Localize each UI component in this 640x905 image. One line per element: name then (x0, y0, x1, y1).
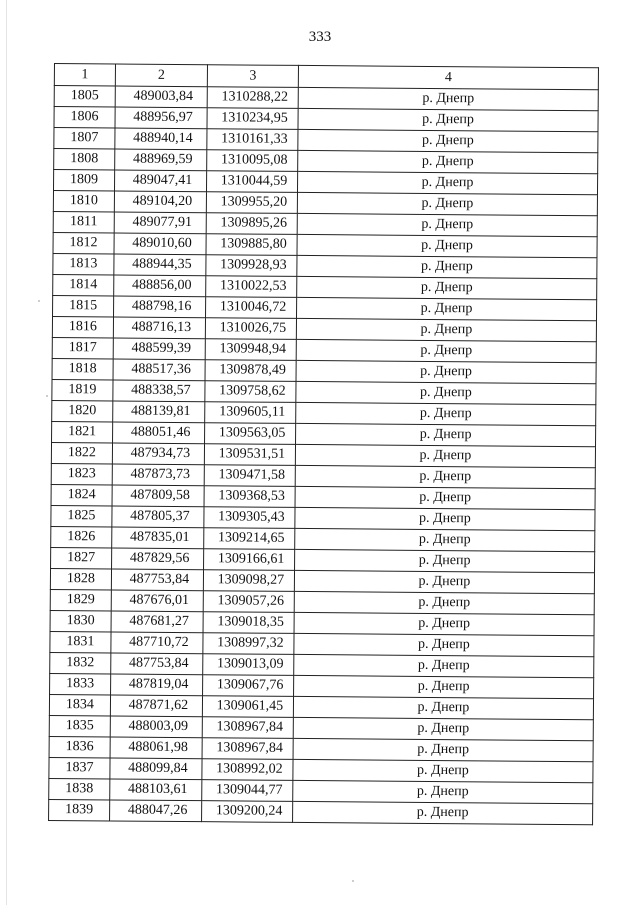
x-coordinate-cell: 488051,46 (113, 422, 205, 444)
x-coordinate-cell: 488969,59 (115, 149, 207, 171)
description-cell: р. Днепр (298, 150, 598, 173)
x-coordinate-cell: 489077,91 (114, 212, 206, 234)
description-cell: р. Днепр (295, 465, 595, 488)
scan-speck (352, 880, 354, 882)
y-coordinate-cell: 1309948,94 (205, 339, 296, 361)
description-cell: р. Днепр (294, 570, 594, 593)
x-coordinate-cell: 488338,57 (113, 380, 205, 402)
header-col-4: 4 (298, 65, 598, 89)
point-number-cell: 1835 (49, 715, 110, 736)
x-coordinate-cell: 487710,72 (111, 632, 203, 654)
description-cell: р. Днепр (297, 255, 597, 278)
x-coordinate-cell: 488517,36 (113, 359, 205, 381)
description-cell: р. Днепр (296, 360, 596, 383)
x-coordinate-cell: 489003,84 (115, 86, 207, 108)
x-coordinate-cell: 487676,01 (111, 590, 203, 612)
x-coordinate-cell: 488956,97 (115, 107, 207, 129)
x-coordinate-cell: 488716,13 (113, 317, 205, 339)
y-coordinate-cell: 1309928,93 (206, 255, 297, 277)
y-coordinate-cell: 1310234,95 (207, 108, 298, 130)
x-coordinate-cell: 488139,81 (113, 401, 205, 423)
x-coordinate-cell: 488061,98 (110, 737, 202, 759)
x-coordinate-cell: 487809,58 (112, 485, 204, 507)
point-number-cell: 1829 (50, 589, 111, 610)
description-cell: р. Днепр (296, 402, 596, 425)
y-coordinate-cell: 1309531,51 (204, 444, 295, 466)
y-coordinate-cell: 1309605,11 (205, 402, 296, 424)
description-cell: р. Днепр (298, 108, 598, 131)
description-cell: р. Днепр (296, 318, 596, 341)
point-number-cell: 1806 (54, 107, 115, 128)
y-coordinate-cell: 1309471,58 (204, 465, 295, 487)
description-cell: р. Днепр (297, 234, 597, 257)
description-cell: р. Днепр (293, 759, 593, 782)
y-coordinate-cell: 1309166,61 (204, 549, 295, 571)
description-cell: р. Днепр (297, 276, 597, 299)
x-coordinate-cell: 489104,20 (114, 191, 206, 213)
y-coordinate-cell: 1309878,49 (205, 360, 296, 382)
description-cell: р. Днепр (294, 591, 594, 614)
point-number-cell: 1819 (52, 379, 113, 400)
description-cell: р. Днепр (297, 297, 597, 320)
description-cell: р. Днепр (297, 171, 597, 194)
point-number-cell: 1814 (53, 274, 114, 295)
x-coordinate-cell: 488003,09 (110, 716, 202, 738)
table-body (49, 86, 599, 825)
x-coordinate-cell: 488940,14 (115, 128, 207, 150)
description-cell: р. Днепр (295, 507, 595, 530)
point-number-cell: 1833 (50, 673, 111, 694)
x-coordinate-cell: 488047,26 (110, 800, 202, 822)
point-number-cell: 1831 (50, 631, 111, 652)
point-number-cell: 1820 (52, 400, 113, 421)
point-number-cell: 1823 (51, 463, 112, 484)
y-coordinate-cell: 1310288,22 (207, 87, 298, 109)
table-row (49, 799, 593, 824)
header-col-2: 2 (115, 64, 207, 87)
description-cell: р. Днепр (296, 381, 596, 404)
x-coordinate-cell: 488944,35 (114, 254, 206, 276)
point-number-cell: 1838 (49, 778, 110, 799)
point-number-cell: 1812 (53, 232, 114, 253)
y-coordinate-cell: 1309067,76 (203, 675, 294, 697)
y-coordinate-cell: 1308992,02 (202, 759, 293, 781)
point-number-cell: 1828 (50, 568, 111, 589)
point-number-cell: 1827 (51, 547, 112, 568)
y-coordinate-cell: 1309885,80 (206, 234, 297, 256)
x-coordinate-cell: 487753,84 (111, 653, 203, 675)
page-number: 333 (308, 29, 332, 45)
header-col-3: 3 (207, 65, 298, 88)
x-coordinate-cell: 488103,61 (110, 779, 202, 801)
coordinates-table (48, 63, 599, 825)
y-coordinate-cell: 1308967,84 (202, 738, 293, 760)
y-coordinate-cell: 1308967,84 (202, 717, 293, 739)
point-number-cell: 1826 (51, 526, 112, 547)
description-cell: р. Днепр (293, 780, 593, 803)
x-coordinate-cell: 487753,84 (111, 569, 203, 591)
description-cell: р. Днепр (296, 339, 596, 362)
y-coordinate-cell: 1309057,26 (203, 591, 294, 613)
y-coordinate-cell: 1309563,05 (205, 423, 296, 445)
description-cell: р. Днепр (295, 444, 595, 467)
point-number-cell: 1811 (53, 211, 114, 232)
point-number-cell: 1825 (51, 505, 112, 526)
point-number-cell: 1834 (49, 694, 110, 715)
point-number-cell: 1810 (53, 191, 114, 212)
description-cell: р. Днепр (294, 654, 594, 677)
y-coordinate-cell: 1309061,45 (202, 696, 293, 718)
y-coordinate-cell: 1309305,43 (204, 507, 295, 529)
point-number-cell: 1809 (53, 170, 114, 191)
y-coordinate-cell: 1309200,24 (202, 801, 293, 823)
y-coordinate-cell: 1309758,62 (205, 381, 296, 403)
y-coordinate-cell: 1309018,35 (203, 612, 294, 634)
y-coordinate-cell: 1308997,32 (203, 633, 294, 655)
y-coordinate-cell: 1309368,53 (204, 486, 295, 508)
x-coordinate-cell: 488099,84 (110, 758, 202, 780)
y-coordinate-cell: 1310026,75 (205, 318, 296, 340)
description-cell: р. Днепр (298, 129, 598, 152)
description-cell: р. Днепр (295, 528, 595, 551)
y-coordinate-cell: 1309955,20 (206, 192, 297, 214)
y-coordinate-cell: 1309013,09 (203, 654, 294, 676)
point-number-cell: 1837 (49, 757, 110, 778)
point-number-cell: 1817 (52, 337, 113, 358)
description-cell: р. Днепр (293, 717, 593, 740)
x-coordinate-cell: 487934,73 (112, 443, 204, 465)
y-coordinate-cell: 1310095,08 (207, 150, 298, 172)
point-number-cell: 1822 (51, 442, 112, 463)
description-cell: р. Днепр (293, 696, 593, 719)
description-cell: р. Днепр (298, 87, 598, 110)
x-coordinate-cell: 487819,04 (111, 674, 203, 696)
x-coordinate-cell: 487681,27 (111, 611, 203, 633)
point-number-cell: 1836 (49, 736, 110, 757)
point-number-cell: 1805 (54, 86, 115, 107)
scan-speck (46, 395, 48, 397)
y-coordinate-cell: 1309214,65 (204, 528, 295, 550)
point-number-cell: 1807 (54, 128, 115, 149)
point-number-cell: 1839 (49, 799, 110, 820)
y-coordinate-cell: 1310044,59 (206, 171, 297, 193)
x-coordinate-cell: 489010,60 (114, 233, 206, 255)
header-col-1: 1 (54, 64, 115, 86)
x-coordinate-cell: 488599,39 (113, 338, 205, 360)
y-coordinate-cell: 1309098,27 (203, 570, 294, 592)
point-number-cell: 1816 (52, 316, 113, 337)
y-coordinate-cell: 1309044,77 (202, 780, 293, 802)
description-cell: р. Днепр (295, 549, 595, 572)
point-number-cell: 1824 (51, 484, 112, 505)
point-number-cell: 1808 (54, 149, 115, 170)
x-coordinate-cell: 488798,16 (114, 296, 206, 318)
x-coordinate-cell: 487829,56 (112, 548, 204, 570)
scan-edge-line (6, 0, 7, 905)
point-number-cell: 1818 (52, 358, 113, 379)
point-number-cell: 1830 (50, 610, 111, 631)
description-cell: р. Днепр (295, 486, 595, 509)
y-coordinate-cell: 1310046,72 (206, 297, 297, 319)
description-cell: р. Днепр (294, 675, 594, 698)
x-coordinate-cell: 487871,62 (110, 695, 202, 717)
description-cell: р. Днепр (294, 633, 594, 656)
description-cell: р. Днепр (293, 738, 593, 761)
point-number-cell: 1813 (53, 253, 114, 274)
point-number-cell: 1815 (53, 295, 114, 316)
description-cell: р. Днепр (297, 192, 597, 215)
description-cell: р. Днепр (294, 612, 594, 635)
x-coordinate-cell: 487805,37 (112, 506, 204, 528)
scan-speck (38, 300, 40, 302)
y-coordinate-cell: 1310022,53 (206, 276, 297, 298)
y-coordinate-cell: 1309895,26 (206, 213, 297, 235)
x-coordinate-cell: 487835,01 (112, 527, 204, 549)
y-coordinate-cell: 1310161,33 (207, 129, 298, 151)
x-coordinate-cell: 489047,41 (114, 170, 206, 192)
x-coordinate-cell: 488856,00 (114, 275, 206, 297)
description-cell: р. Днепр (293, 801, 593, 824)
point-number-cell: 1832 (50, 652, 111, 673)
point-number-cell: 1821 (52, 421, 113, 442)
x-coordinate-cell: 487873,73 (112, 464, 204, 486)
description-cell: р. Днепр (296, 423, 596, 446)
description-cell: р. Днепр (297, 213, 597, 236)
